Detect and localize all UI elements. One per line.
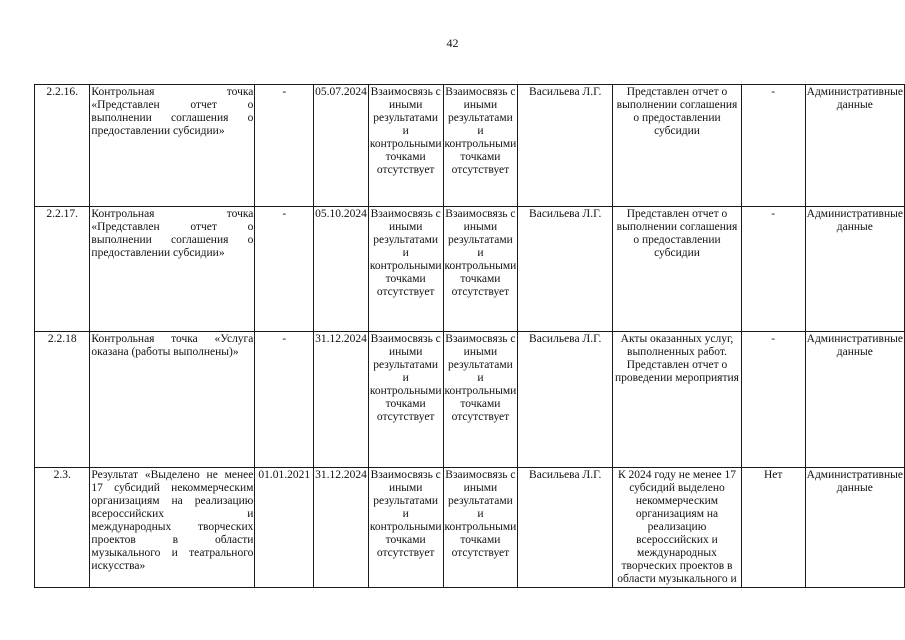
row-responsible: Васильева Л.Г. xyxy=(518,85,613,207)
row-source: Административные данные xyxy=(805,85,904,207)
row-name: Контрольная точка «Услуга оказана (работы выполнены)» xyxy=(90,332,255,468)
row-number: 2.2.16. xyxy=(35,85,90,207)
row-number: 2.2.18 xyxy=(35,332,90,468)
row-document: Представлен отчет о выполнении соглашения о предоставлении субсидии xyxy=(613,85,742,207)
table-row xyxy=(35,85,905,207)
row-end-date: 31.12.2024 xyxy=(314,332,369,468)
table-row xyxy=(35,332,905,468)
row-link-previous: Взаимосвязь с иными результатами и контрольными точками отсутствует xyxy=(368,207,443,332)
row-name: Контрольная точка «Представлен отчет о выполнении соглашения о предоставлении субсидии» xyxy=(90,85,255,207)
row-info-system: - xyxy=(741,85,805,207)
row-responsible: Васильева Л.Г. xyxy=(518,332,613,468)
row-info-system: Нет xyxy=(741,468,805,588)
row-start-date: - xyxy=(255,85,314,207)
row-info-system: - xyxy=(741,332,805,468)
page-number: 42 xyxy=(446,36,459,50)
row-document: К 2024 году не менее 17 субсидий выделено некоммерческим организациям на реализацию всероссийских и международных творческих проектов в области музыкального и xyxy=(613,468,742,588)
row-link-next: Взаимосвязь с иными результатами и контрольными точками отсутствует xyxy=(443,332,518,468)
row-source: Административные данные xyxy=(805,207,904,332)
row-end-date: 05.07.2024 xyxy=(314,85,369,207)
row-responsible: Васильева Л.Г. xyxy=(518,207,613,332)
row-start-date: - xyxy=(255,332,314,468)
row-end-date: 05.10.2024 xyxy=(314,207,369,332)
table-row xyxy=(35,207,905,332)
row-document: Представлен отчет о выполнении соглашения о предоставлении субсидии xyxy=(613,207,742,332)
row-link-next: Взаимосвязь с иными результатами и контрольными точками отсутствует xyxy=(443,207,518,332)
project-plan-table xyxy=(34,84,905,588)
row-end-date: 31.12.2024 xyxy=(314,468,369,588)
row-document: Акты оказанных услуг, выполненных работ. Представлен отчет о проведении мероприятия xyxy=(613,332,742,468)
row-link-next: Взаимосвязь с иными результатами и контрольными точками отсутствует xyxy=(443,468,518,588)
row-link-next: Взаимосвязь с иными результатами и контрольными точками отсутствует xyxy=(443,85,518,207)
row-start-date: - xyxy=(255,207,314,332)
row-start-date: 01.01.2021 xyxy=(255,468,314,588)
row-responsible: Васильева Л.Г. xyxy=(518,468,613,588)
row-info-system: - xyxy=(741,207,805,332)
row-link-previous: Взаимосвязь с иными результатами и контрольными точками отсутствует xyxy=(368,332,443,468)
row-link-previous: Взаимосвязь с иными результатами и контрольными точками отсутствует xyxy=(368,85,443,207)
row-number: 2.3. xyxy=(35,468,90,588)
row-number: 2.2.17. xyxy=(35,207,90,332)
row-source: Административные данные xyxy=(805,468,904,588)
table-row xyxy=(35,468,905,588)
row-link-previous: Взаимосвязь с иными результатами и контрольными точками отсутствует xyxy=(368,468,443,588)
row-source: Административные данные xyxy=(805,332,904,468)
row-name: Контрольная точка «Представлен отчет о выполнении соглашения о предоставлении субсидии» xyxy=(90,207,255,332)
row-name: Результат «Выделено не менее 17 субсидий некоммерческим организациям на реализацию всероссийских и международных творческих проектов в области музыкального и театрального искусства» xyxy=(90,468,255,588)
